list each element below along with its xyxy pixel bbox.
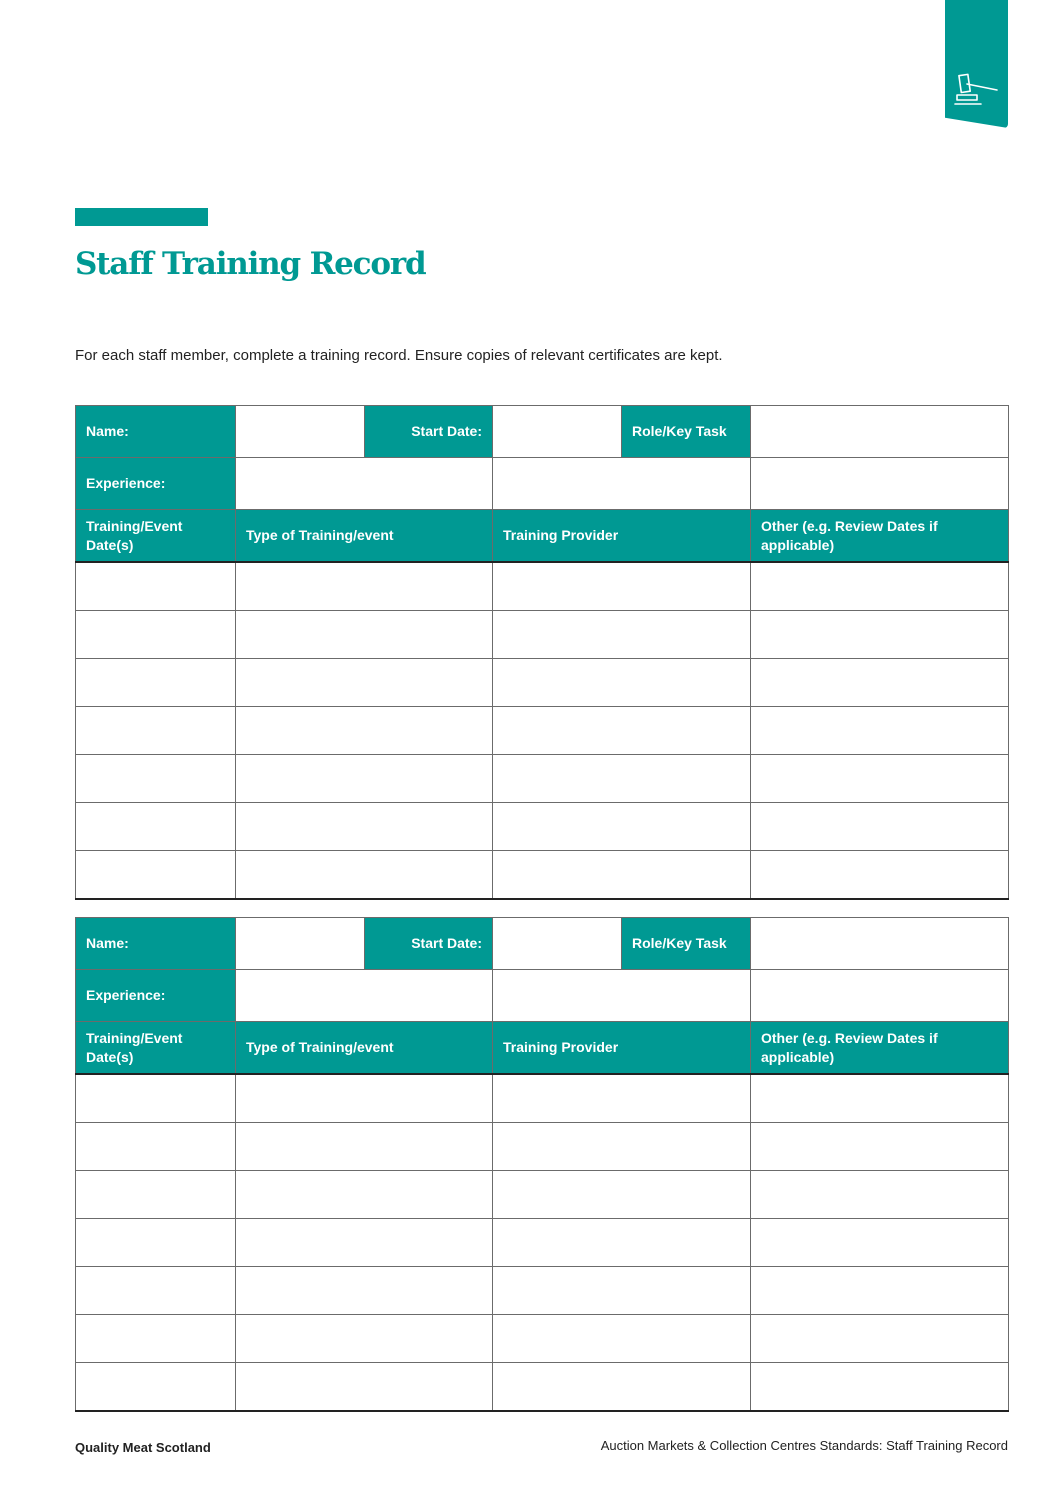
experience-field[interactable]	[493, 458, 751, 510]
date-cell[interactable]	[76, 755, 236, 803]
type-cell[interactable]	[236, 1123, 493, 1171]
type-cell[interactable]	[236, 755, 493, 803]
column-header-other: Other (e.g. Review Dates if applicable)	[751, 1022, 1009, 1075]
column-header-date: Training/Event Date(s)	[76, 510, 236, 563]
date-cell[interactable]	[76, 803, 236, 851]
table-row	[76, 562, 1009, 611]
other-cell[interactable]	[751, 659, 1009, 707]
other-cell[interactable]	[751, 562, 1009, 611]
date-cell[interactable]	[76, 1074, 236, 1123]
table-row	[76, 707, 1009, 755]
section-tab	[945, 0, 1008, 128]
type-cell[interactable]	[236, 659, 493, 707]
table-row	[76, 1363, 1009, 1412]
start-date-label: Start Date:	[365, 918, 493, 970]
provider-cell[interactable]	[493, 803, 751, 851]
table-row	[76, 1219, 1009, 1267]
provider-cell[interactable]	[493, 1267, 751, 1315]
experience-field[interactable]	[751, 970, 1009, 1022]
provider-cell[interactable]	[493, 1123, 751, 1171]
experience-field[interactable]	[236, 970, 493, 1022]
date-cell[interactable]	[76, 611, 236, 659]
provider-cell[interactable]	[493, 659, 751, 707]
column-header-type: Type of Training/event	[236, 510, 493, 563]
other-cell[interactable]	[751, 1171, 1009, 1219]
name-label: Name:	[76, 406, 236, 458]
date-cell[interactable]	[76, 1267, 236, 1315]
column-header-type: Type of Training/event	[236, 1022, 493, 1075]
provider-cell[interactable]	[493, 755, 751, 803]
type-cell[interactable]	[236, 1219, 493, 1267]
date-cell[interactable]	[76, 659, 236, 707]
footer-organisation: Quality Meat Scotland	[75, 1440, 211, 1455]
type-cell[interactable]	[236, 562, 493, 611]
role-field[interactable]	[751, 918, 1009, 970]
date-cell[interactable]	[76, 707, 236, 755]
type-cell[interactable]	[236, 851, 493, 900]
provider-cell[interactable]	[493, 851, 751, 900]
date-cell[interactable]	[76, 1363, 236, 1412]
date-cell[interactable]	[76, 1171, 236, 1219]
other-cell[interactable]	[751, 1315, 1009, 1363]
blank-rows	[76, 1074, 1009, 1411]
date-cell[interactable]	[76, 1219, 236, 1267]
other-cell[interactable]	[751, 1074, 1009, 1123]
other-cell[interactable]	[751, 1219, 1009, 1267]
column-header-provider: Training Provider	[493, 510, 751, 563]
gavel-icon	[954, 72, 1000, 108]
other-cell[interactable]	[751, 1363, 1009, 1412]
table-row	[76, 1267, 1009, 1315]
other-cell[interactable]	[751, 755, 1009, 803]
column-header-other: Other (e.g. Review Dates if applicable)	[751, 510, 1009, 563]
training-record-table-1	[75, 405, 1009, 900]
table-row	[76, 851, 1009, 900]
type-cell[interactable]	[236, 1074, 493, 1123]
type-cell[interactable]	[236, 1315, 493, 1363]
experience-field[interactable]	[493, 970, 751, 1022]
table-row	[76, 755, 1009, 803]
type-cell[interactable]	[236, 1171, 493, 1219]
other-cell[interactable]	[751, 803, 1009, 851]
other-cell[interactable]	[751, 1267, 1009, 1315]
type-cell[interactable]	[236, 803, 493, 851]
provider-cell[interactable]	[493, 1315, 751, 1363]
start-date-field[interactable]	[493, 406, 622, 458]
provider-cell[interactable]	[493, 1219, 751, 1267]
experience-field[interactable]	[751, 458, 1009, 510]
table-row	[76, 1074, 1009, 1123]
column-header-provider: Training Provider	[493, 1022, 751, 1075]
type-cell[interactable]	[236, 611, 493, 659]
column-header-date: Training/Event Date(s)	[76, 1022, 236, 1075]
experience-label: Experience:	[76, 970, 236, 1022]
experience-field[interactable]	[236, 458, 493, 510]
name-label: Name:	[76, 918, 236, 970]
other-cell[interactable]	[751, 851, 1009, 900]
date-cell[interactable]	[76, 1315, 236, 1363]
other-cell[interactable]	[751, 1123, 1009, 1171]
training-record-table-2	[75, 917, 1009, 1412]
role-field[interactable]	[751, 406, 1009, 458]
date-cell[interactable]	[76, 562, 236, 611]
footer-document-name: Auction Markets & Collection Centres Standards: Staff Training Record	[600, 1438, 1008, 1453]
experience-label: Experience:	[76, 458, 236, 510]
start-date-label: Start Date:	[365, 406, 493, 458]
role-label: Role/Key Task	[622, 406, 751, 458]
table-row	[76, 659, 1009, 707]
provider-cell[interactable]	[493, 707, 751, 755]
blank-rows	[76, 562, 1009, 899]
name-field[interactable]	[236, 918, 365, 970]
table-row	[76, 1171, 1009, 1219]
provider-cell[interactable]	[493, 1171, 751, 1219]
table-row	[76, 611, 1009, 659]
date-cell[interactable]	[76, 851, 236, 900]
other-cell[interactable]	[751, 611, 1009, 659]
provider-cell[interactable]	[493, 611, 751, 659]
type-cell[interactable]	[236, 707, 493, 755]
other-cell[interactable]	[751, 707, 1009, 755]
provider-cell[interactable]	[493, 1363, 751, 1412]
date-cell[interactable]	[76, 1123, 236, 1171]
page-title: Staff Training Record	[75, 246, 426, 282]
table-row	[76, 1315, 1009, 1363]
intro-text: For each staff member, complete a training record. Ensure copies of relevant certificates are kept.	[75, 347, 723, 364]
name-field[interactable]	[236, 406, 365, 458]
title-accent-bar	[75, 208, 208, 226]
provider-cell[interactable]	[493, 1074, 751, 1123]
role-label: Role/Key Task	[622, 918, 751, 970]
table-row	[76, 1123, 1009, 1171]
type-cell[interactable]	[236, 1267, 493, 1315]
table-row	[76, 803, 1009, 851]
type-cell[interactable]	[236, 1363, 493, 1412]
provider-cell[interactable]	[493, 562, 751, 611]
start-date-field[interactable]	[493, 918, 622, 970]
